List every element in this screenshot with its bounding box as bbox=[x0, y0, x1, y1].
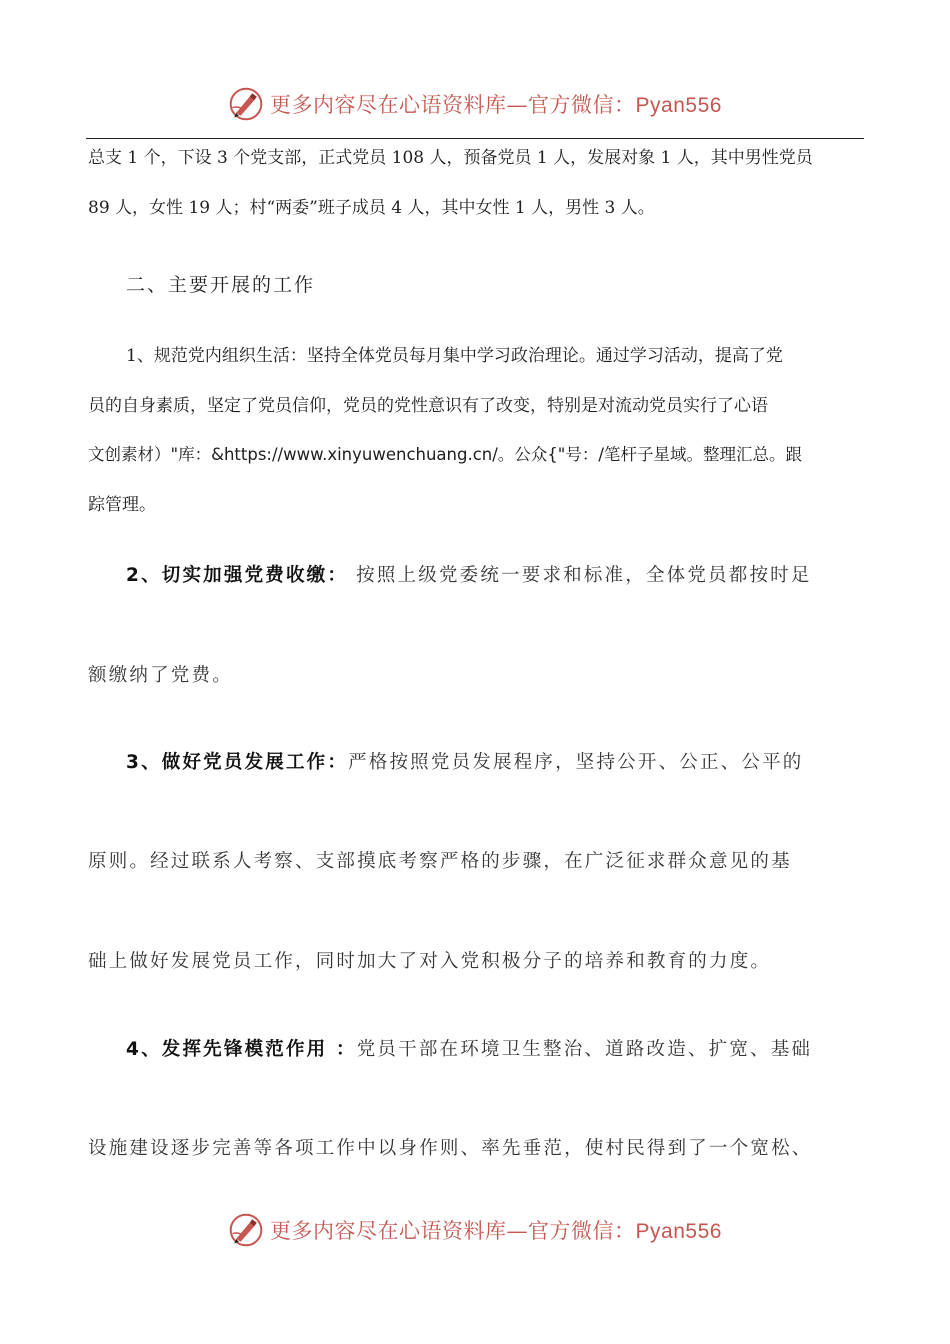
intro-line-1: 总支 1 个，下设 3 个党支部，正式党员 108 人，预备党员 1 人，发展对象 1 人，其中男性党员 bbox=[88, 148, 813, 168]
item2-title: 2、切实加强党费收缴： bbox=[126, 565, 349, 586]
item3-title: 3、做好党员发展工作： bbox=[126, 752, 349, 773]
header-banner-content bbox=[228, 86, 722, 122]
banner-wechat-id: Pyan556 bbox=[635, 94, 722, 117]
item4-text: 党员干部在环境卫生整治、道路改造、扩宽、基础 bbox=[356, 1039, 813, 1060]
item4-line-1 bbox=[126, 1039, 901, 1061]
item3-line-2: 原则。经过联系人考察、支部摸底考察严格的步骤，在广泛征求群众意见的基 bbox=[88, 851, 792, 872]
intro-line-2: 89 人，女性 19 人；村“两委”班子成员 4 人，其中女性 1 人，男性 3 人。 bbox=[88, 198, 655, 218]
footer-banner-text bbox=[270, 1215, 722, 1245]
banner-text bbox=[270, 89, 722, 119]
item1-line-1: 1、规范党内组织生活：坚持全体党员每月集中学习政治理论。通过学习活动，提高了党 bbox=[126, 346, 783, 366]
header-divider bbox=[86, 138, 864, 139]
banner-slogan: 更多内容尽在心语资料库—官方微信： bbox=[270, 93, 636, 117]
footer-banner bbox=[0, 1208, 950, 1252]
item2-text: 按照上级党委统一要求和标准，全体党员都按时足 bbox=[348, 565, 812, 586]
item4-line-2: 设施建设逐步完善等各项工作中以身作则、率先垂范，使村民得到了一个宽松、 bbox=[88, 1138, 813, 1159]
header-banner bbox=[0, 82, 950, 126]
pen-logo-icon bbox=[228, 86, 264, 122]
item2-line-2: 额缴纳了党费。 bbox=[88, 665, 233, 686]
footer-banner-wechat-id: Pyan556 bbox=[635, 1220, 722, 1243]
item1-line-4: 踪管理。 bbox=[88, 495, 156, 515]
item3-line-3: 础上做好发展党员工作，同时加大了对入党积极分子的培养和教育的力度。 bbox=[88, 951, 772, 972]
item3-line-1 bbox=[126, 752, 901, 774]
item4-title: 4、发挥先锋模范作用 ： bbox=[126, 1039, 357, 1060]
item3-text: 严格按照党员发展程序，坚持公开、公正、公平的 bbox=[348, 752, 804, 773]
item1-line-3: 文创素材）"库：&https://www.xinyuwenchuang.cn/。公众{"号：/笔杆子星域。整理汇总。跟 bbox=[88, 445, 802, 464]
section-heading: 二、主要开展的工作 bbox=[126, 274, 316, 296]
footer-banner-content bbox=[228, 1212, 722, 1248]
pen-logo-icon bbox=[228, 1212, 264, 1248]
item2-line-1 bbox=[126, 565, 901, 587]
item1-line-2: 员的自身素质，坚定了党员信仰，党员的党性意识有了改变，特别是对流动党员实行了心语 bbox=[88, 396, 768, 416]
footer-banner-slogan: 更多内容尽在心语资料库—官方微信： bbox=[270, 1219, 636, 1243]
